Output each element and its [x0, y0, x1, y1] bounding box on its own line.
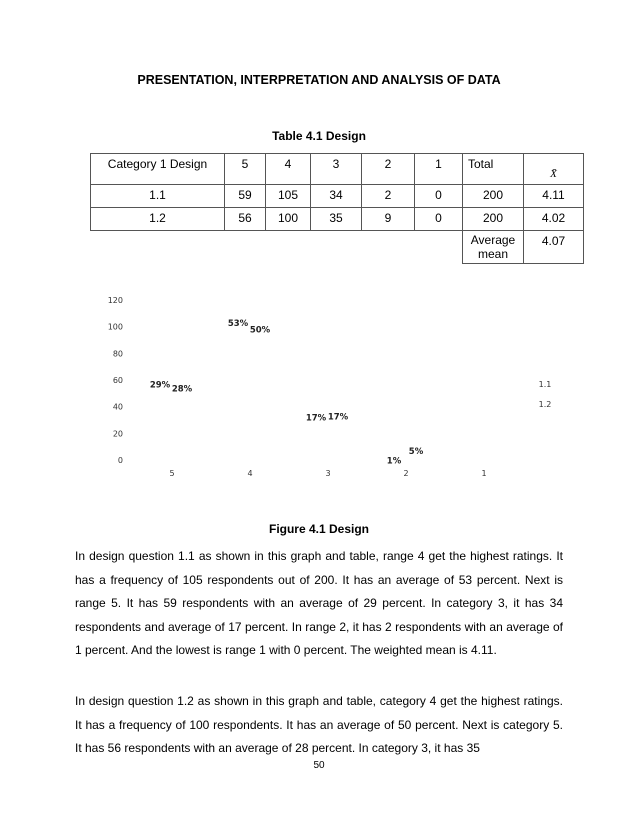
table-cell: 35 [311, 208, 362, 231]
average-value: 4.07 [524, 231, 584, 264]
table-cell: 0 [415, 185, 463, 208]
table-cell: 2 [362, 185, 415, 208]
paragraph-1: In design question 1.1 as shown in this graph and table, range 4 get the highest ratings. It has a frequency of 105 respondents out of 200. It has an average of 53 percent. Next is range 5. It has 59 respondents with an average of 29 percent. In category 3, it has 34 respondents and average of 17 percent. In range 2, it has 2 respondents with an average of 1 percent. And the lowest is range 1 with 0 percent. The weighted mean is 4.11. [75, 549, 563, 658]
header-cell: Total [463, 154, 524, 185]
table-cell: 34 [311, 185, 362, 208]
y-tick-label: 60 [112, 376, 123, 385]
x-tick-label: 4 [247, 469, 253, 478]
xbar-symbol: X̄ [550, 168, 557, 180]
table-cell: 1.1 [91, 185, 225, 208]
table-cell: 100 [266, 208, 311, 231]
y-tick-label: 120 [107, 296, 123, 305]
data-label: 5% [408, 447, 424, 457]
header-cell: 5 [225, 154, 266, 185]
data-label: 17% [327, 412, 349, 423]
legend-label: 1.1 [538, 380, 552, 389]
data-label: 17% [305, 413, 327, 424]
data-label: 53% [227, 319, 249, 329]
table-row [91, 208, 584, 231]
table-cell: 200 [463, 208, 524, 231]
bar [227, 320, 249, 460]
y-tick-label: 40 [112, 402, 123, 412]
data-label: 1% [386, 456, 402, 467]
x-tick-label: 3 [325, 469, 331, 478]
design-table [90, 153, 584, 264]
header-cell: 1 [415, 154, 463, 185]
paragraph-2: In design question 1.2 as shown in this graph and table, category 4 get the highest ratings. It has a frequency of 100 respondents. It has an average of 50 percent. Next is category 5. It has 56 respondents with an average of 28 percent. In category 3, it has 35 [75, 694, 563, 756]
y-tick-label: 20 [112, 429, 123, 439]
page-number: 50 [313, 760, 325, 771]
data-label: 28% [171, 384, 193, 395]
table-header-row [91, 154, 584, 185]
bar [171, 385, 193, 460]
table-cell: 59 [225, 185, 266, 208]
bar [249, 327, 271, 460]
header-cell-xbar [524, 154, 584, 185]
table-cell: 1.2 [91, 208, 225, 231]
y-tick-label: 80 [112, 349, 123, 359]
x-tick-label: 1 [481, 469, 487, 478]
table-row [91, 185, 584, 208]
table-cell: 56 [225, 208, 266, 231]
header-cell: 3 [311, 154, 362, 185]
x-tick-label: 2 [403, 469, 409, 478]
y-tick-label: 100 [107, 322, 123, 332]
header-cell: 4 [266, 154, 311, 185]
bar [149, 381, 171, 460]
data-label: 50% [249, 325, 271, 336]
table-cell: 4.11 [524, 185, 584, 208]
page-heading: PRESENTATION, INTERPRETATION AND ANALYSIS OF DATA [137, 73, 501, 87]
average-label: Average mean [463, 231, 524, 264]
y-tick-label: 0 [117, 456, 123, 465]
data-label: 29% [149, 380, 171, 391]
figure-caption: Figure 4.1 Design [268, 522, 370, 536]
design-bar-chart [0, 285, 638, 485]
table-cell: 9 [362, 208, 415, 231]
table-cell: 4.02 [524, 208, 584, 231]
table-cell: 0 [415, 208, 463, 231]
table-cell: 200 [463, 185, 524, 208]
table-caption: Table 4.1 Design [272, 129, 366, 143]
x-tick-label: 5 [169, 469, 175, 478]
average-row [91, 231, 584, 264]
table-cell: 105 [266, 185, 311, 208]
legend-label: 1.2 [538, 400, 552, 409]
header-cell: Category 1 Design [91, 154, 225, 185]
header-cell: 2 [362, 154, 415, 185]
